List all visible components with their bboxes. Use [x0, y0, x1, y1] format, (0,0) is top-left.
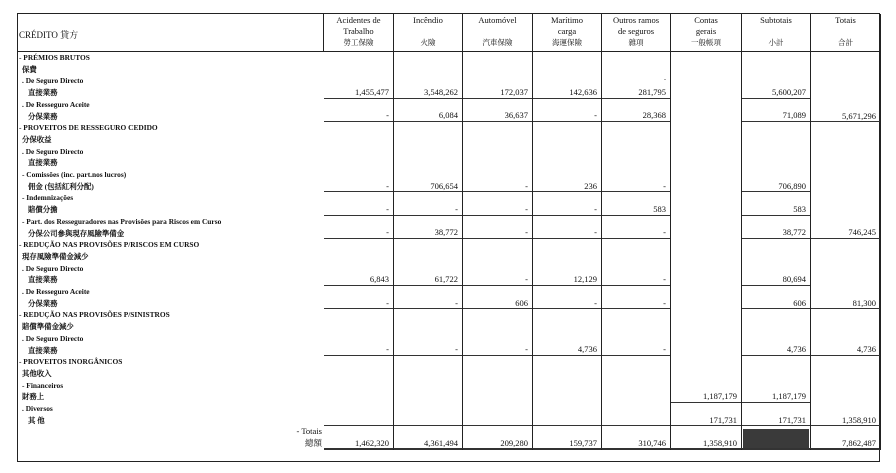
header-pt-1: Totais [835, 15, 856, 25]
cell-value: 6,843 [369, 274, 389, 285]
redacted-block [743, 429, 809, 448]
cell-value: - [386, 110, 389, 121]
value-cell [602, 309, 670, 356]
cell-value: - [594, 204, 597, 215]
cell-value: 3,548,262 [424, 87, 458, 98]
cell-value: - [663, 344, 666, 355]
row-label: . De Seguro Directo [22, 333, 84, 343]
row-label: . De Resseguro Aceite [22, 287, 90, 296]
column-header [533, 14, 602, 52]
value-cell [533, 216, 601, 239]
value-cell [324, 309, 393, 356]
cell-value: 7,862,487 [842, 438, 876, 449]
header-pt-2 [811, 26, 880, 37]
value-cell [602, 426, 670, 449]
value-cell [742, 122, 810, 192]
value-cell [463, 309, 532, 356]
cell-value: - [386, 297, 389, 308]
column-header [671, 14, 742, 52]
header-pt-1: Marítimo [550, 15, 584, 25]
value-cell [811, 356, 880, 426]
cell-value: 38,772 [434, 227, 458, 238]
cell-value: - [663, 274, 666, 285]
value-cell [463, 239, 532, 286]
value-cell [602, 239, 670, 286]
cell-value: - [525, 227, 528, 238]
row-label: 財務上 [22, 392, 45, 402]
cell-value: - [663, 180, 666, 191]
cell-value: 5,671,296 [842, 110, 876, 121]
cell-value: 706,654 [430, 180, 458, 191]
header-cn: 小計 [768, 38, 784, 47]
row-label: - REDUÇÃO NAS PROVISÕES P/SINISTROS [19, 310, 170, 320]
value-cell [742, 239, 810, 286]
header-pt-2 [463, 26, 532, 37]
cell-value: - [663, 227, 666, 238]
header-cn: 一般帳項 [691, 38, 721, 47]
cell-value: 583 [793, 204, 806, 215]
cell-value: 5,600,207 [772, 87, 806, 98]
value-column [602, 52, 671, 450]
row-label: 分保業務 [28, 111, 58, 121]
cell-value: 80,694 [782, 274, 806, 285]
value-cell [533, 192, 601, 215]
cell-value: 606 [793, 297, 806, 308]
value-cell [602, 52, 670, 99]
value-cell [533, 239, 601, 286]
value-cell [463, 356, 532, 426]
cell-value: 6,084 [438, 110, 458, 121]
value-cell [671, 380, 741, 403]
header-pt-1: Contas [694, 15, 718, 25]
cell-value: - [594, 110, 597, 121]
value-cell [811, 52, 880, 122]
value-cell [463, 122, 532, 192]
cell-value: 4,736 [856, 344, 876, 355]
cell-value: 4,361,494 [424, 438, 458, 449]
credit-table [17, 13, 880, 462]
cell-value: - [386, 227, 389, 238]
bottom-rule [324, 448, 879, 449]
cell-value: 81,300 [852, 297, 876, 308]
value-cell [324, 216, 393, 239]
value-cell [742, 99, 810, 122]
row-label: - PRÉMIOS BRUTOS [19, 53, 90, 62]
header-pt-1: Outros ramos [612, 15, 660, 25]
column-header [463, 14, 533, 52]
header-pt-2: gerais [695, 26, 717, 36]
value-cell [602, 216, 670, 239]
cell-value: 236 [584, 180, 597, 191]
cell-value: 4,736 [577, 344, 597, 355]
header-pt-1: Acidentes de [336, 15, 381, 25]
cell-value: - [525, 204, 528, 215]
value-column [463, 52, 533, 450]
value-cell [533, 309, 601, 356]
value-cell [811, 309, 880, 356]
value-cell [394, 192, 462, 215]
cell-value: 38,772 [782, 227, 806, 238]
row-label: - Comissões (inc. part.nos lucros) [22, 170, 127, 179]
row-label: - PROVEITOS INORGÂNICOS [19, 357, 123, 367]
value-cell [324, 286, 393, 309]
value-cell [533, 99, 601, 122]
value-cell [533, 122, 601, 192]
value-cell [324, 239, 393, 286]
row-label: 直接業務 [28, 275, 58, 285]
value-column [394, 52, 463, 450]
row-label: 直接業務 [28, 345, 58, 355]
column-header [742, 14, 811, 52]
row-label: . De Seguro Directo [22, 76, 84, 86]
header-pt-1: Automóvel [478, 15, 517, 25]
row-label: 總額 [304, 438, 322, 449]
row-label: 直接業務 [28, 158, 58, 168]
cell-value: 209,280 [500, 438, 528, 449]
value-cell [394, 216, 462, 239]
value-cell [533, 426, 601, 449]
row-label: - REDUÇÃO NAS PROVISÕES P/RISCOS EM CURSO [19, 240, 200, 250]
value-cell [324, 52, 393, 99]
header-cn: 雜項 [628, 38, 644, 47]
cell-value: - [594, 227, 597, 238]
value-cell [671, 426, 741, 449]
cell-value: - [386, 180, 389, 191]
value-cell [742, 356, 810, 403]
cell-value: 746,245 [848, 227, 876, 238]
cell-value: 159,737 [569, 438, 597, 449]
cell-value: 1,187,179 [772, 391, 806, 402]
value-cell [811, 426, 880, 449]
row-label: 分保收益 [22, 134, 52, 144]
header-cn: 勞工保險 [343, 38, 374, 47]
value-cell [463, 99, 532, 122]
cell-value: 71,089 [782, 110, 806, 121]
value-column [671, 52, 742, 450]
value-cell [811, 122, 880, 239]
row-label: . De Resseguro Aceite [22, 99, 90, 109]
cell-value: 36,637 [504, 110, 528, 121]
value-cell [533, 286, 601, 309]
table-title: CRÉDITO 貸方 [18, 14, 324, 52]
value-cell [533, 52, 601, 99]
header-pt-2: carga [557, 26, 577, 36]
value-cell [742, 403, 810, 426]
header-cn: 合計 [838, 38, 853, 47]
cell-value: - [525, 180, 528, 191]
row-label: . De Seguro Directo [22, 146, 84, 156]
row-label: . De Seguro Directo [22, 263, 84, 273]
value-cell [463, 192, 532, 215]
cell-value: 4,736 [786, 344, 806, 355]
value-cell [742, 192, 810, 215]
value-cell [394, 426, 462, 449]
value-cell [394, 286, 462, 309]
column-header [394, 14, 463, 52]
cell-value: - [525, 274, 528, 285]
cell-value: 583 [653, 204, 666, 215]
value-cell [742, 426, 810, 449]
value-cell [602, 122, 670, 192]
value-cell [671, 403, 741, 426]
header-pt-2: de seguros [617, 26, 655, 36]
cell-value: - [455, 297, 458, 308]
cell-value: 310,746 [638, 438, 666, 449]
value-column [324, 52, 394, 450]
value-cell [742, 309, 810, 356]
value-cell [324, 356, 393, 426]
cell-value: 142,636 [569, 87, 597, 98]
header-pt-2 [742, 26, 810, 37]
cell-value: - [525, 344, 528, 355]
row-label: . Diversos [22, 404, 53, 413]
header-pt-2: Trabalho [343, 26, 374, 36]
value-cell [602, 356, 670, 426]
row-label: - Indemnizações [22, 193, 74, 203]
row-label: 賠償準備金減少 [22, 322, 74, 332]
value-cell [394, 122, 462, 192]
value-cell [811, 239, 880, 309]
cell-value: 28,368 [642, 110, 666, 121]
cell-value: 1,455,477 [355, 87, 389, 98]
cell-value: - [386, 344, 389, 355]
row-label: 分保業務 [28, 298, 58, 308]
value-cell [463, 426, 532, 449]
row-label: 直接業務 [28, 88, 58, 98]
cell-value: 1,358,910 [703, 438, 737, 449]
row-label: 佣金 (包括紅利分配) [28, 181, 94, 191]
cell-value: - [455, 344, 458, 355]
header-cn: 火險 [420, 38, 436, 47]
value-cell [742, 216, 810, 239]
value-cell [742, 52, 810, 99]
value-cell [463, 52, 532, 99]
value-cell [324, 99, 393, 122]
header-pt-1: Subtotais [760, 15, 792, 25]
cell-value: 171,731 [778, 414, 806, 425]
header-cn: 海運保險 [552, 38, 582, 47]
cell-value: 1,187,179 [703, 391, 737, 402]
value-cell [324, 122, 393, 192]
cell-value: 1,358,910 [842, 414, 876, 425]
column-header [602, 14, 671, 52]
value-column [742, 52, 811, 450]
value-cell [602, 192, 670, 215]
value-cell [602, 286, 670, 309]
cell-value: 281,795 [638, 87, 666, 98]
cell-value: 706,890 [778, 180, 806, 191]
value-column [811, 52, 881, 450]
value-cell [324, 192, 393, 215]
cell-value: 171,731 [709, 414, 737, 425]
row-label: 其 他 [28, 415, 45, 425]
header-pt-1: Incêndio [413, 15, 443, 25]
value-cell [394, 356, 462, 426]
row-label: - PROVEITOS DE RESSEGURO CEDIDO [19, 123, 158, 133]
row-label: - Part. dos Resseguradores nas Provisões para Riscos em Curso [22, 216, 222, 226]
value-cell [533, 356, 601, 426]
value-cell [463, 286, 532, 309]
column-header [324, 14, 394, 52]
value-cell [394, 52, 462, 99]
cell-value: - [455, 204, 458, 215]
row-label: 現存風險準備金減少 [22, 251, 89, 261]
cell-value: 606 [515, 297, 528, 308]
row-label: 保費 [22, 64, 37, 74]
cell-value: 172,037 [500, 87, 528, 98]
row-label: 賠償分擔 [28, 205, 58, 215]
cell-value: - [664, 77, 666, 84]
cell-value: - [594, 297, 597, 308]
value-cell [324, 426, 393, 449]
row-label: - Financeiros [22, 380, 64, 390]
row-label: 分保公司參與現存風險準備金 [28, 228, 125, 238]
header-pt-2 [394, 26, 462, 37]
cell-value: - [663, 297, 666, 308]
cell-value: - [386, 204, 389, 215]
value-cell [394, 99, 462, 122]
value-cell [463, 216, 532, 239]
cell-value: 1,462,320 [355, 438, 389, 449]
value-column [533, 52, 602, 450]
row-label: 其他收入 [22, 368, 52, 378]
row-label: - Totais [296, 426, 322, 437]
value-cell [742, 286, 810, 309]
value-cell [394, 309, 462, 356]
cell-value: 12,129 [573, 274, 597, 285]
cell-value: 61,722 [434, 274, 458, 285]
value-cell [602, 99, 670, 122]
value-cell [394, 239, 462, 286]
header-cn: 汽車保險 [482, 38, 513, 47]
column-header [811, 14, 881, 52]
